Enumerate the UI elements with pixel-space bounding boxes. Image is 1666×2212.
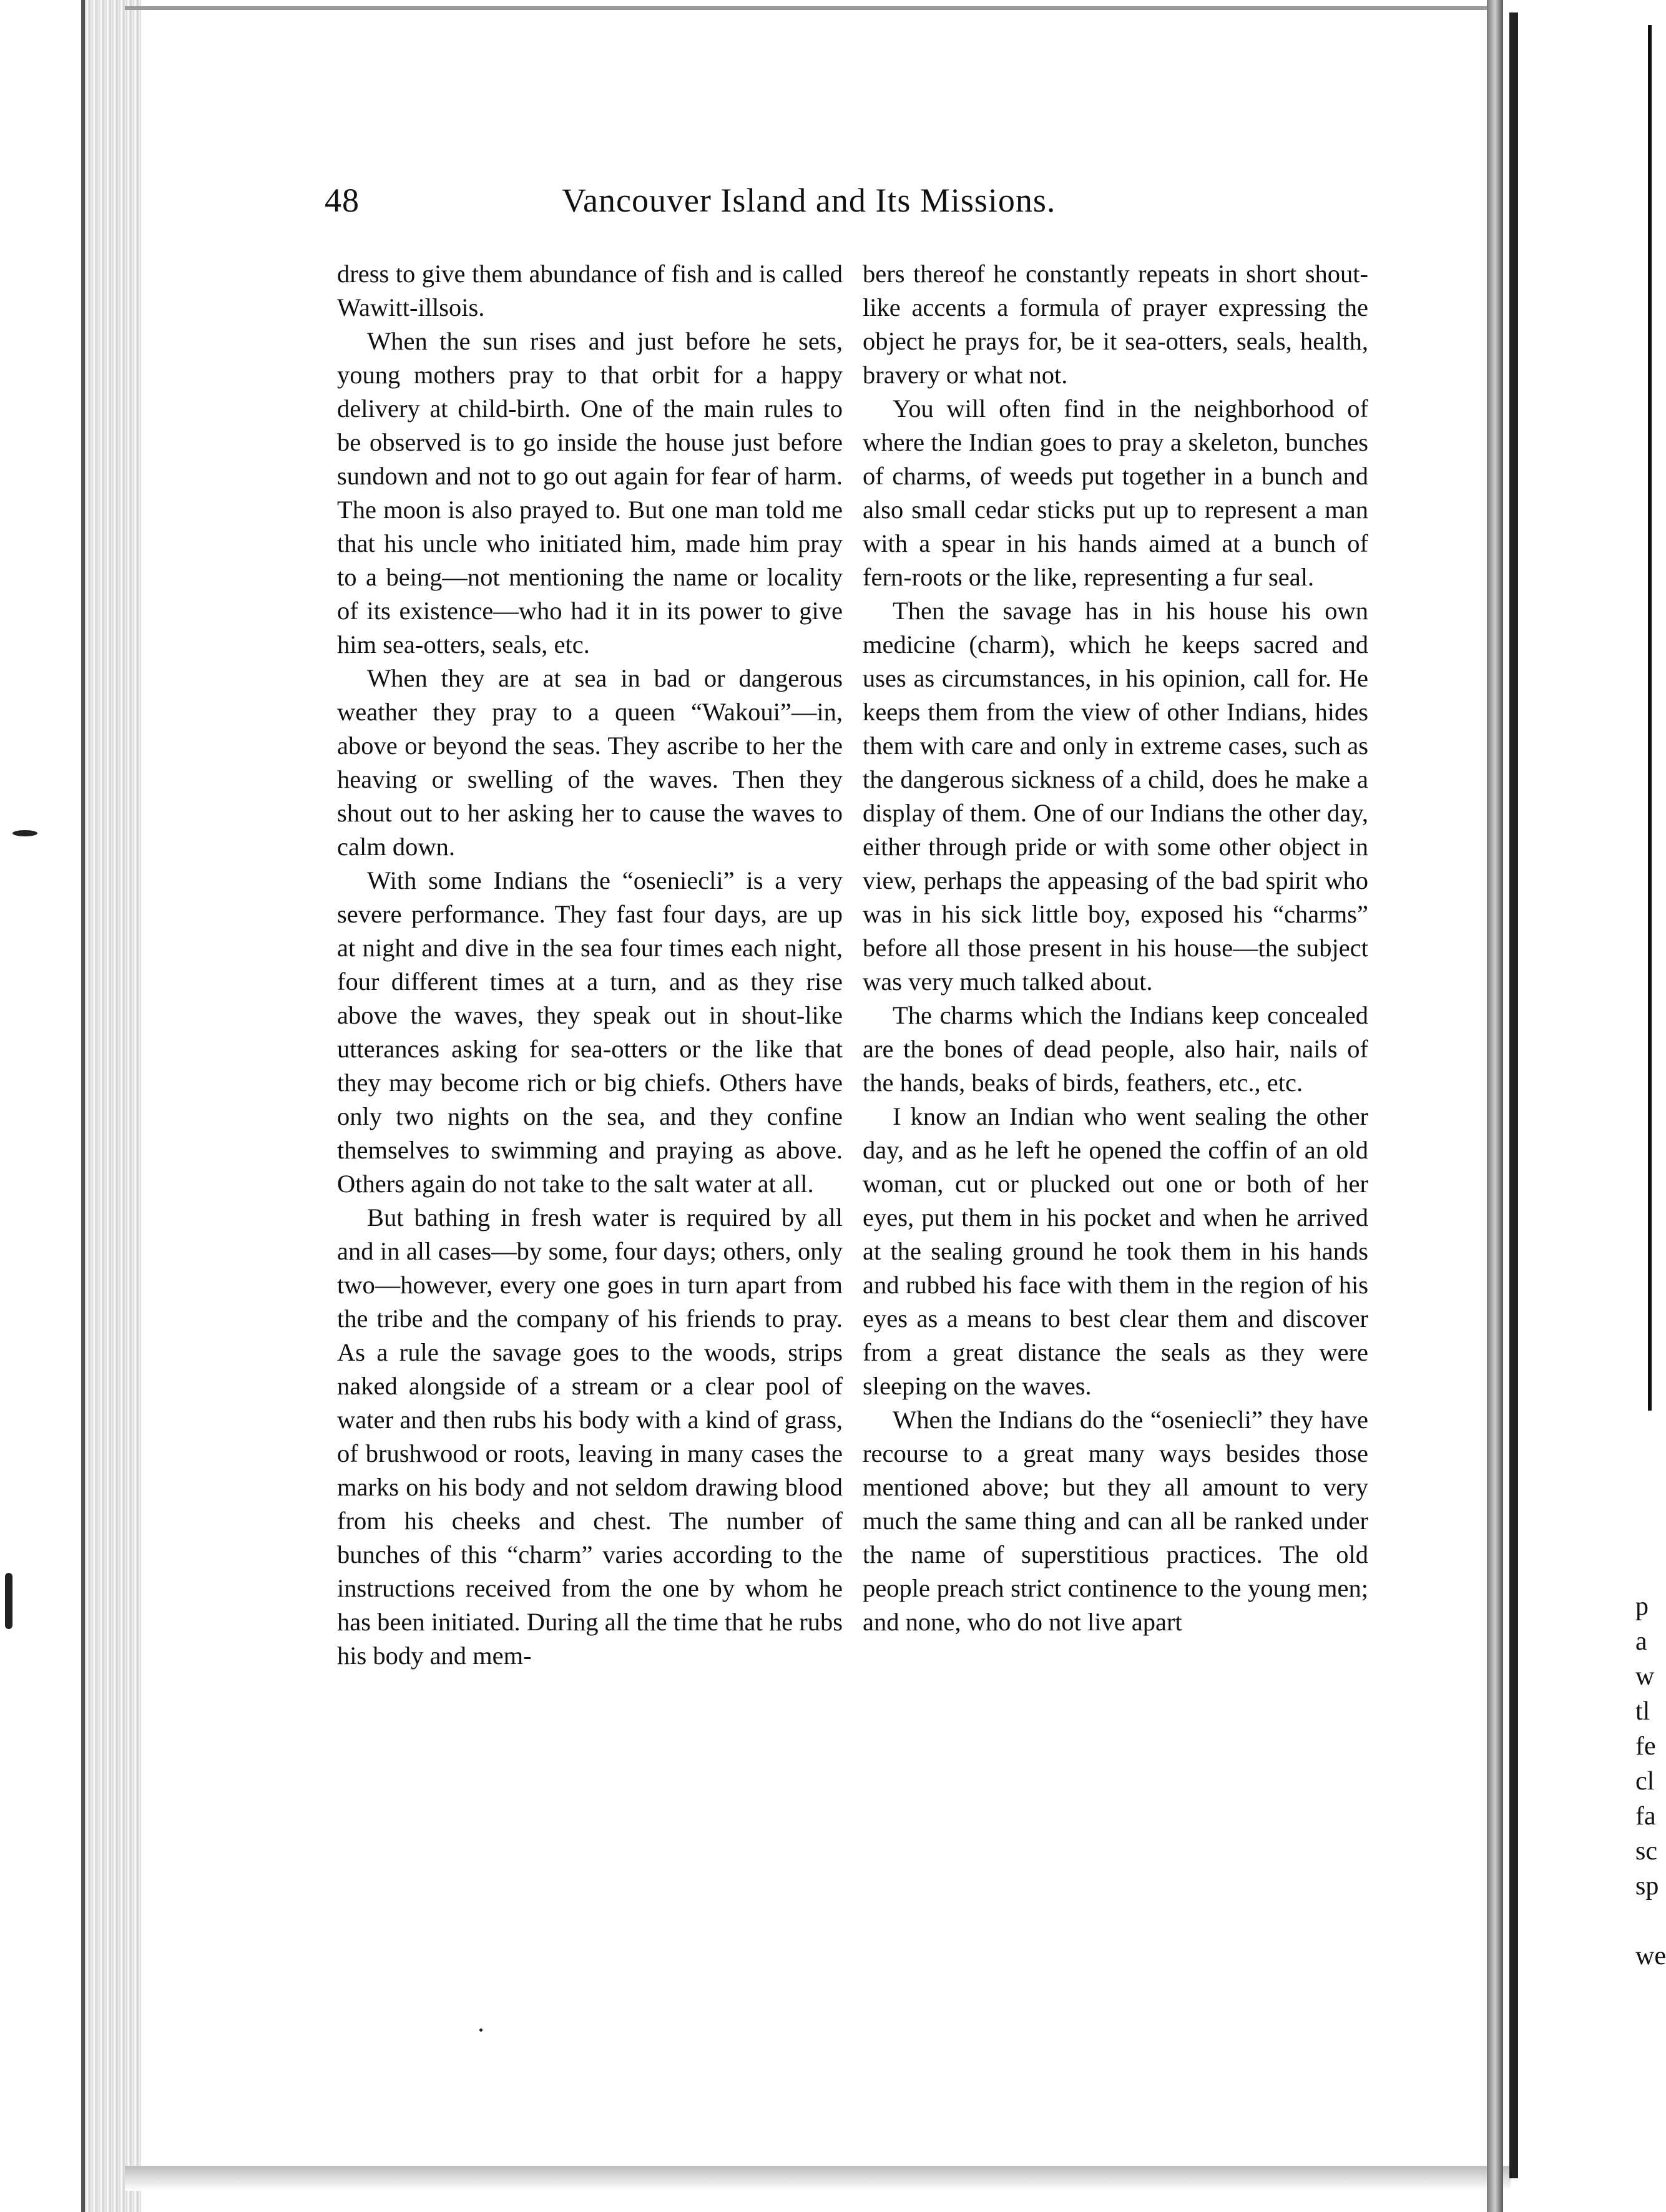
- paragraph: Then the savage has in his house his own medicine (charm), which he keeps sacred and uses as circumstances, in his opinion, call for. He keeps them from the view of other Indians, hides them with care and only in extreme cases, such as the dangerous sickness of a child, does he make a display of them. One of our Indians the other day, either through pride or with some other object in view, perhaps the appeasing of the bad spirit who was in his sick little boy, exposed his “charms” before all those present in his house—the subject was very much talked about.: [863, 597, 1368, 996]
- scan-speck: [12, 830, 37, 836]
- facing-page-fragment: a: [1635, 1627, 1647, 1656]
- paragraph: When the sun rises and just before he sets, young mothers pray to that orbit for a happy delivery at child-birth. One of the main rules to be observed is to go inside the house just before sundown and not to go out again for fear of harm. The moon is also prayed to. But one man told me that his uncle who initiated him, made him pray to a being—not mentioning the name or locality of its existence—who had it in its power to give him sea-otters, seals, etc.: [337, 327, 843, 658]
- paragraph: bers thereof he constantly repeats in short shout-like accents a formula of prayer expressing the object he prays for, be it sea-otters, seals, health, bravery or what not.: [863, 260, 1368, 389]
- facing-page-border: [1648, 25, 1659, 1411]
- facing-page-fragment: tl: [1635, 1697, 1650, 1726]
- facing-page-fragment: cl: [1635, 1767, 1655, 1796]
- paragraph: I know an Indian who went sealing the other day, and as he left he opened the coffin of an old woman, cut or plucked out one or both of her eyes, put them in his pocket and when he arrived at the sealing ground he took them in his hands and rubbed his face with them in the region of his eyes as a means to best clear them and discover from a great distance the seals as they were sleeping on the waves.: [863, 1102, 1368, 1400]
- facing-page-fragment: sc: [1635, 1837, 1657, 1866]
- paragraph: When the Indians do the “oseniecli” they have recourse to a great many ways besides those mentioned above; but they all amount to very much the same thing and can all be ranked under the name of superstitious practices. The old people preach strict continence to the young men; and none, who do not live apart: [863, 1406, 1368, 1636]
- facing-page-fragment: we: [1635, 1942, 1666, 1970]
- facing-page-fragment: fa: [1635, 1802, 1656, 1831]
- right-page-edge: [1509, 12, 1518, 2178]
- right-text-column: [863, 257, 1368, 1639]
- page-number: 48: [325, 182, 360, 219]
- book-spine-edge: [81, 0, 141, 2212]
- paragraph: You will often find in the neighborhood of where the Indian goes to pray a skeleton, bunches of charms, of weeds put together in a bunch and also small cedar sticks put up to represent a man with a spear in his hands aimed at a bunch of fern-roots or the like, representing a fur seal.: [863, 394, 1368, 591]
- page-bottom-edge: [125, 2166, 1511, 2191]
- left-text-column: [337, 257, 843, 1673]
- paragraph: With some Indians the “oseniecli” is a very severe performance. They fast four days, are up at night and dive in the sea four times each night, four different times at a turn, and as they rise above the waves, they speak out in shout-like utterances asking for sea-otters or the like that they may become rich or big chiefs. Others have only two nights on the sea, and they confine themselves to swimming and praying as above. Others again do not take to the salt water at all.: [337, 866, 843, 1198]
- paragraph: But bathing in fresh water is required by all and in all cases—by some, four days; others, only two—however, every one goes in turn apart from the tribe and the company of his friends to pray. As a rule the savage goes to the woods, strips naked alongside of a stream or a clear pool of water and then rubs his body with a kind of grass, of brushwood or roots, leaving in many cases the marks on his body and not seldom drawing blood from his cheeks and chest. The number of bunches of this “charm” varies according to the instructions received from the one by whom he has been initiated. During all the time that he rubs his body and mem-: [337, 1203, 843, 1670]
- facing-page-fragment: w: [1635, 1662, 1655, 1691]
- page-top-edge: [125, 6, 1498, 10]
- paragraph: When they are at sea in bad or dangerous weather they pray to a queen “Wakoui”—in, above or beyond the seas. They ascribe to her the heaving or swelling of the waves. Then they shout out to her asking her to cause the waves to calm down.: [337, 664, 843, 861]
- paragraph: The charms which the Indians keep concealed are the bones of dead people, also hair, nails of the hands, beaks of birds, feathers, etc., etc.: [863, 1001, 1368, 1097]
- facing-page-fragment: fe: [1635, 1732, 1656, 1761]
- facing-page-fragment: p: [1635, 1592, 1649, 1621]
- paragraph: dress to give them abundance of fish and is called Wawitt-illsois.: [337, 260, 843, 321]
- scan-speck: [479, 2028, 483, 2032]
- page-header: [325, 181, 1379, 231]
- facing-page-fragment: sp: [1635, 1872, 1659, 1901]
- running-title: Vancouver Island and Its Missions.: [562, 182, 1056, 219]
- book-gutter: [1487, 0, 1503, 2212]
- scan-speck: [5, 1573, 12, 1629]
